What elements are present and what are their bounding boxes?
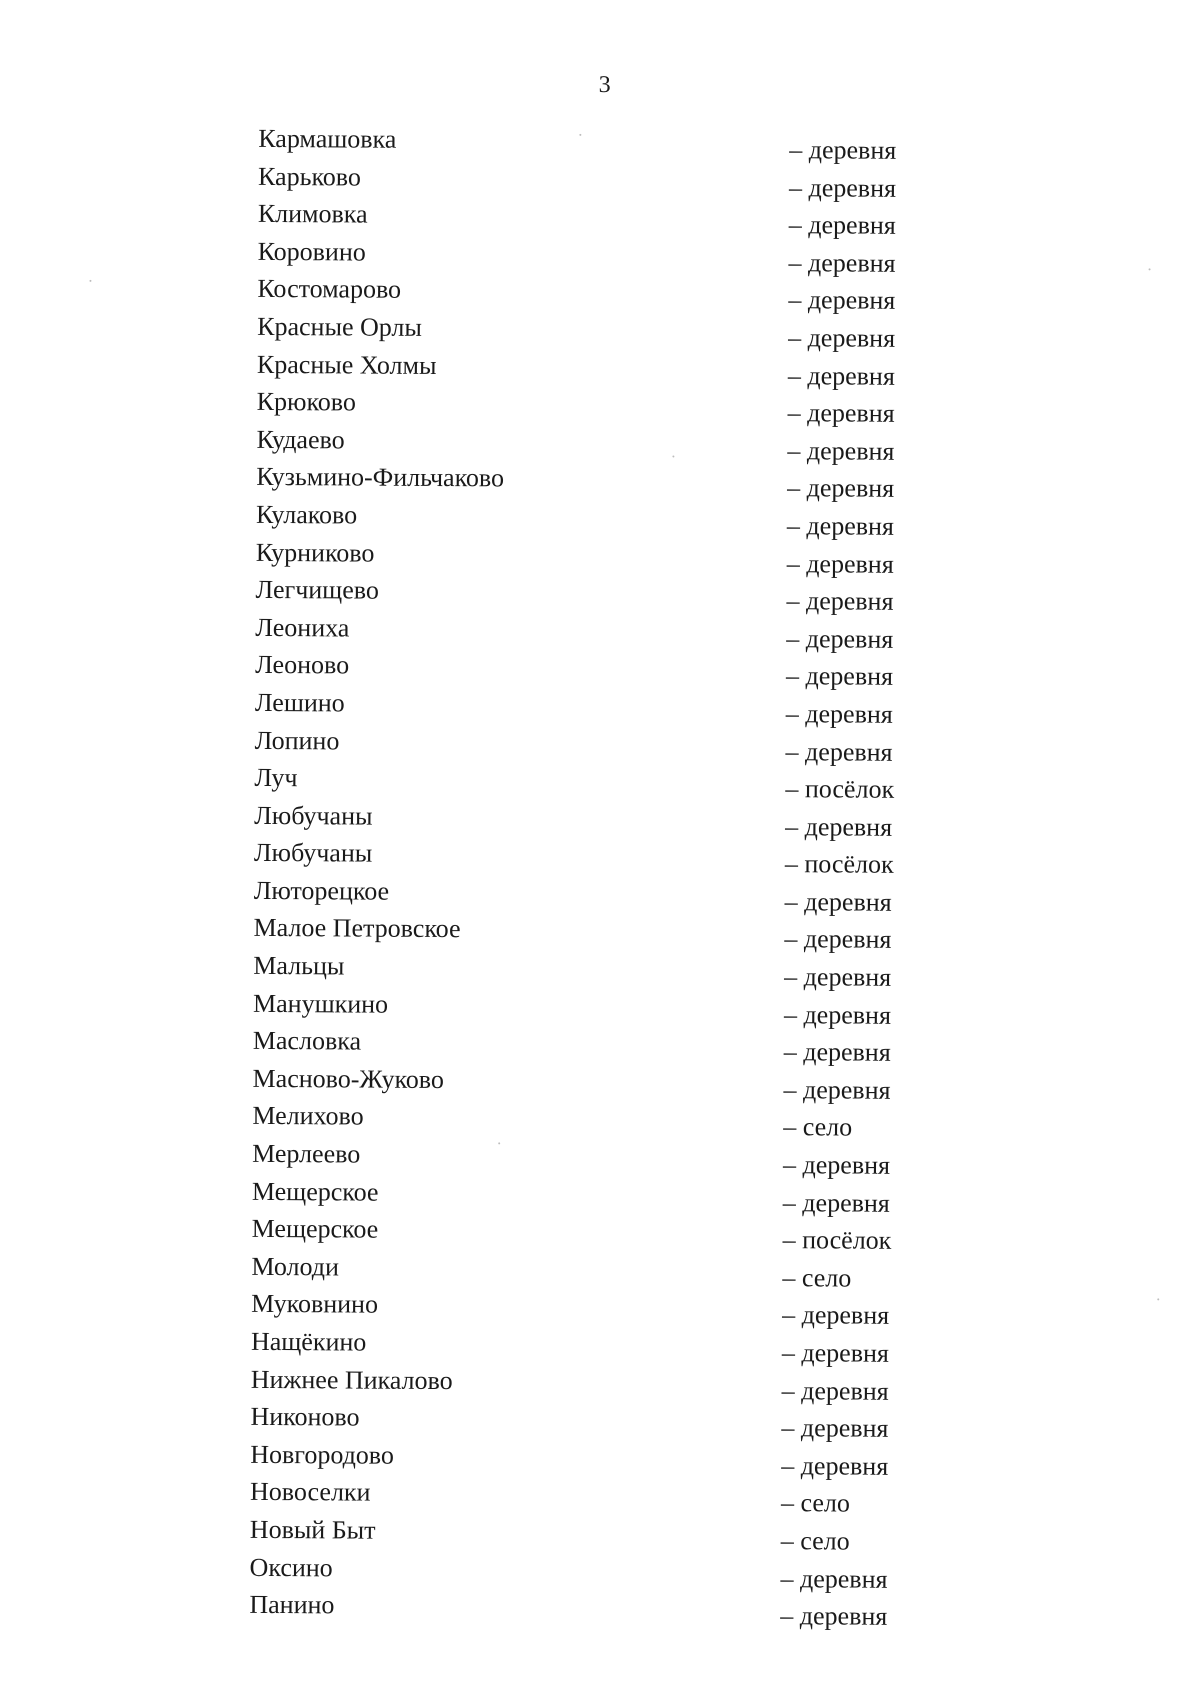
settlement-name: Леониха — [255, 612, 350, 643]
settlement-type: – посёлок — [784, 849, 894, 880]
settlement-type: – деревня — [784, 962, 892, 992]
settlement-name: Красные Орлы — [257, 311, 423, 342]
settlement-name: Малое Петровское — [253, 913, 461, 944]
settlement-type: – деревня — [787, 473, 895, 504]
settlement-name: Кулаково — [255, 499, 358, 530]
scan-speck — [89, 280, 91, 282]
settlement-name: Мещерское — [251, 1176, 379, 1207]
settlement-name: Крюково — [256, 387, 357, 417]
settlement-name: Красные Холмы — [256, 349, 437, 380]
settlement-name: Луч — [254, 762, 298, 793]
settlement-name: Мелихово — [252, 1101, 364, 1131]
settlement-type: – деревня — [781, 1450, 889, 1481]
settlement-name: Лешино — [254, 687, 345, 718]
settlement-type: – деревня — [787, 435, 895, 466]
page-number: 3 — [598, 71, 611, 99]
settlement-name: Мещерское — [251, 1214, 379, 1244]
settlement-type: – село — [782, 1262, 852, 1293]
settlement-type: – деревня — [784, 924, 892, 955]
settlement-type: – деревня — [781, 1375, 889, 1406]
settlement-type: – деревня — [788, 210, 896, 240]
settlement-name: Манушкино — [252, 988, 389, 1019]
settlement-type: – деревня — [786, 511, 895, 541]
settlement-type: – деревня — [785, 661, 894, 692]
settlement-type: – деревня — [789, 135, 897, 165]
settlement-type: – деревня — [781, 1413, 889, 1443]
settlement-name: Масловка — [252, 1026, 362, 1056]
settlement-name: Мерлеево — [252, 1138, 361, 1169]
settlement-name: Оксино — [249, 1552, 333, 1582]
list-item — [0, 1588, 1195, 1633]
settlement-name: Панино — [249, 1590, 335, 1620]
settlement-type: – деревня — [782, 1300, 890, 1331]
settlement-type: – село — [780, 1488, 850, 1518]
settlement-name: Леоново — [255, 650, 350, 680]
settlement-type: – деревня — [788, 323, 896, 353]
settlement-type: – деревня — [783, 999, 892, 1030]
settlement-name: Новый Быт — [249, 1514, 376, 1545]
settlement-name: Климовка — [257, 199, 368, 229]
settlement-type: – деревня — [787, 360, 895, 391]
settlement-name: Новоселки — [249, 1477, 371, 1507]
settlement-type: – село — [783, 1112, 853, 1142]
settlement-type: – село — [780, 1526, 850, 1556]
scan-speck — [1157, 1298, 1159, 1300]
settlement-type: – деревня — [788, 172, 897, 203]
settlement-type: – деревня — [785, 811, 893, 842]
settlement-name: Муковнино — [251, 1289, 379, 1320]
scan-speck — [498, 1142, 500, 1144]
settlement-type: – деревня — [783, 1037, 891, 1068]
settlement-type: – деревня — [788, 247, 896, 278]
settlement-name: Курниково — [255, 537, 375, 568]
settlement-type: – деревня — [786, 623, 894, 654]
settlement-name: Масново-Жуково — [252, 1063, 444, 1094]
settlement-name: Кузьмино-Фильчаково — [256, 462, 505, 493]
settlement-type: – деревня — [788, 285, 896, 316]
settlement-name: Легчищево — [255, 575, 379, 605]
settlement-name: Любучаны — [253, 838, 373, 868]
settlement-name: Никоново — [250, 1402, 360, 1432]
settlement-type: – деревня — [780, 1601, 888, 1631]
settlement-type: – деревня — [785, 736, 893, 767]
settlement-name: Карьково — [258, 161, 362, 192]
settlement-name: Кудаево — [256, 424, 345, 455]
scan-speck — [579, 134, 581, 136]
scan-speck — [1149, 268, 1151, 270]
settlement-type: – деревня — [785, 699, 893, 729]
settlement-name: Люторецкое — [253, 875, 390, 906]
settlement-type: – деревня — [783, 1074, 891, 1105]
settlement-name: Новгородово — [250, 1439, 395, 1470]
settlement-type: – деревня — [780, 1563, 888, 1594]
settlement-type: – деревня — [782, 1150, 891, 1180]
settlement-type: – деревня — [787, 398, 895, 428]
settlement-type: – посёлок — [785, 774, 895, 804]
settlement-name: Любучаны — [254, 800, 373, 831]
settlement-type: – деревня — [786, 586, 894, 616]
scan-speck — [672, 455, 674, 457]
settlement-name: Мальцы — [253, 950, 345, 981]
settlement-name: Нижнее Пикалово — [250, 1364, 453, 1395]
settlement-type: – деревня — [784, 887, 892, 917]
settlement-name: Коровино — [257, 236, 366, 267]
settlement-name: Лопино — [254, 725, 340, 755]
settlement-name: Молоди — [251, 1251, 340, 1282]
settlement-list — [0, 122, 1200, 1633]
settlement-type: – деревня — [786, 548, 894, 579]
settlement-type: – деревня — [781, 1338, 889, 1368]
settlement-type: – деревня — [782, 1187, 890, 1218]
settlement-name: Нащёкино — [250, 1326, 367, 1357]
settlement-name: Кармашовка — [258, 123, 397, 154]
settlement-name: Костомарово — [257, 274, 402, 305]
settlement-type: – посёлок — [782, 1225, 892, 1256]
